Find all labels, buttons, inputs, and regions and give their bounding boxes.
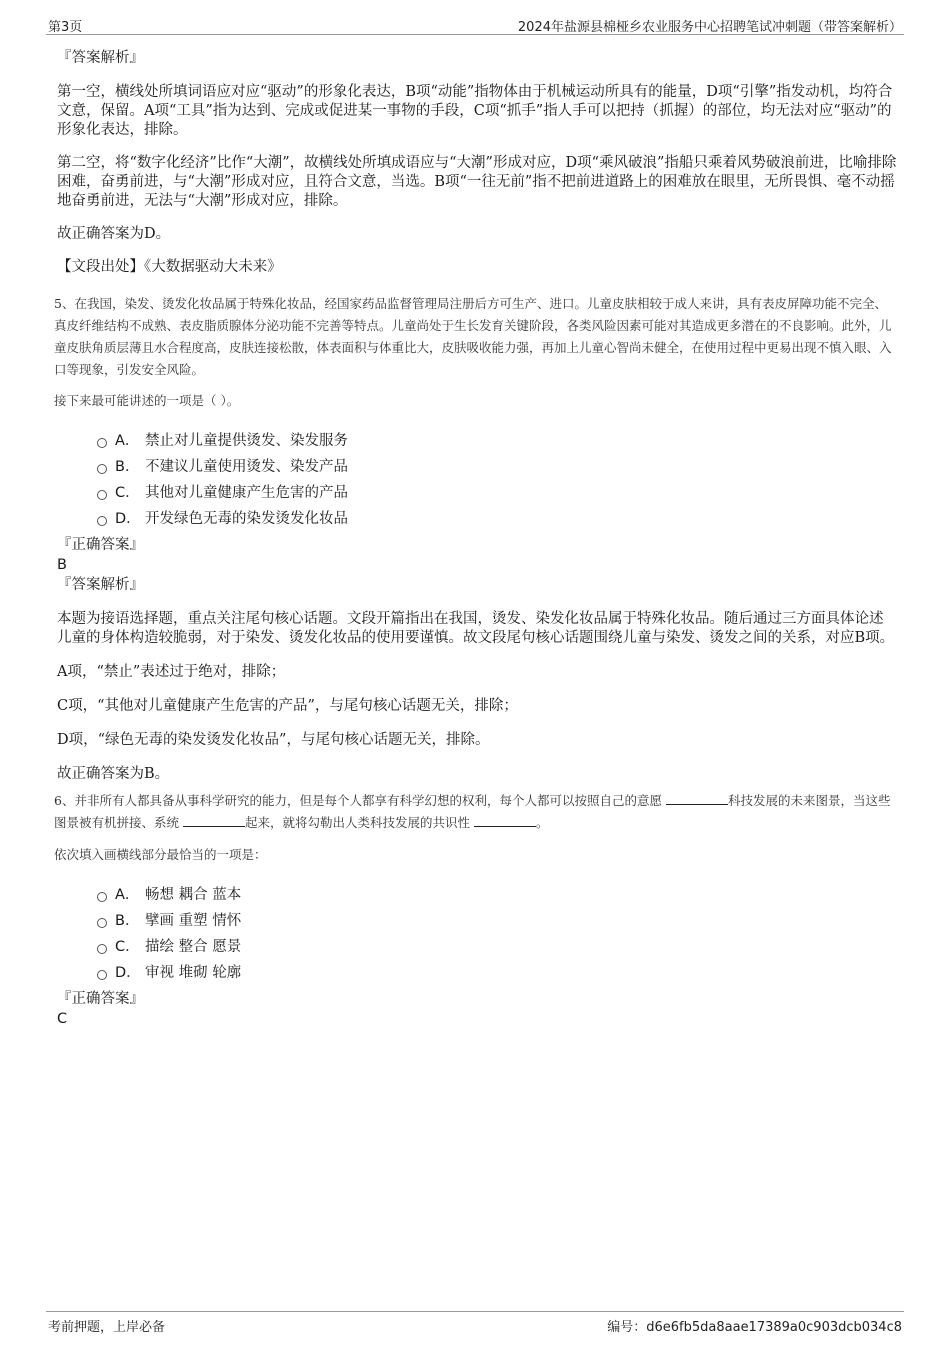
q6-option-b[interactable]: B． 擘画 重塑 情怀 bbox=[57, 908, 897, 934]
fill-blank-2 bbox=[183, 814, 245, 827]
q6-option-d[interactable]: D． 审视 堆砌 轮廓 bbox=[57, 960, 897, 986]
page-number: 第3页 bbox=[48, 20, 83, 35]
q5-option-d[interactable]: D． 开发绿色无毒的染发烫发化妆品 bbox=[57, 506, 897, 532]
radio-button-icon[interactable] bbox=[97, 490, 107, 500]
page-header bbox=[46, 14, 904, 35]
q4-explain-para1: 第一空，横线处所填词语应对应“驱动”的形象化表达，B项“动能”指物体由于机械运动所具有的能量，D项“引擎”指发动机，均符合文意，保留。A项“工具”指为达到、完成或促进某一事物的手段，C项“抓手”指人手可以把持（抓握）的部位，均无法对应“驱动”的形象化表达，排除。 bbox=[57, 84, 893, 138]
radio-button-icon[interactable] bbox=[97, 892, 107, 902]
radio-button-icon[interactable] bbox=[97, 464, 107, 474]
document-code: 编号：d6e6fb5da8aae17389a0c903dcb034c8 bbox=[607, 1320, 902, 1335]
q4-explain-title: 『答案解析』 bbox=[57, 50, 144, 66]
q6-stem: 6、并非所有人都具备从事科学研究的能力，但是每个人都享有科学幻想的权利，每个人都可以按照自己的意愿 科技发展的未来图景，当这些图景被有机拼接、系统 起来，就将勾勒出人类科技发展的共识性 。 bbox=[54, 793, 891, 830]
q6-option-c[interactable]: C． 描绘 整合 愿景 bbox=[57, 934, 897, 960]
q5-stem: 5、在我国，染发、烫发化妆品属于特殊化妆品，经国家药品监督管理局注册后方可生产、进口。儿童皮肤相较于成人来讲，具有表皮屏障功能不完全、真皮纤维结构不成熟、表皮脂质腺体分泌功能不完善等特点。儿童尚处于生长发育关键阶段，各类风险因素可能对其造成更多潜在的不良影响。此外，儿童皮肤角质层薄且水合程度高，皮肤连接松散，体表面积与体重比大，皮肤吸收能力强，再加上儿童心智尚未健全，在使用过程中更易出现不慎入眼、入口等现象，引发安全风险。 bbox=[54, 296, 892, 377]
q5-prompt: 接下来最可能讲述的一项是（ ）。 bbox=[54, 393, 240, 408]
q5-answer-title: 『正确答案』 bbox=[57, 537, 144, 553]
radio-button-icon[interactable] bbox=[97, 516, 107, 526]
q4-conclusion: 故正确答案为D。 bbox=[57, 226, 171, 242]
page-footer bbox=[46, 1311, 904, 1334]
fill-blank-3 bbox=[474, 814, 536, 827]
q5-explain-title: 『答案解析』 bbox=[57, 577, 144, 593]
q5-explain-d: D项，“绿色无毒的染发烫发化妆品”，与尾句核心话题无关，排除。 bbox=[57, 732, 490, 748]
footer-slogan: 考前押题，上岸必备 bbox=[48, 1320, 166, 1335]
q6-options bbox=[57, 882, 897, 986]
radio-button-icon[interactable] bbox=[97, 970, 107, 980]
q5-option-a[interactable]: A． 禁止对儿童提供烫发、染发服务 bbox=[57, 428, 897, 454]
page-content bbox=[54, 43, 897, 1029]
document-title: 2024年盐源县棉桠乡农业服务中心招聘笔试冲刺题（带答案解析） bbox=[517, 20, 902, 35]
q4-source: 【文段出处】《大数据驱动大未来》 bbox=[57, 259, 282, 275]
q5-answer: B bbox=[57, 557, 67, 573]
radio-button-icon[interactable] bbox=[97, 944, 107, 954]
q4-explain-para2: 第二空，将“数字化经济”比作“大潮”，故横线处所填成语应与“大潮”形成对应，D项“乘风破浪”指船只乘着风势破浪前进，比喻排除困难，奋勇前进，与“大潮”形成对应，且符合文意，当选。B项“一往无前”指不把前进道路上的困难放在眼里，无所畏惧、毫不动摇地奋勇前进，无法与“大潮”形成对应，排除。 bbox=[57, 155, 897, 209]
q6-answer: C bbox=[57, 1011, 68, 1027]
radio-button-icon[interactable] bbox=[97, 438, 107, 448]
radio-button-icon[interactable] bbox=[97, 918, 107, 928]
q5-conclusion: 故正确答案为B。 bbox=[57, 766, 170, 782]
q5-option-c[interactable]: C． 其他对儿童健康产生危害的产品 bbox=[57, 480, 897, 506]
q5-explain-a: A项，“禁止”表述过于绝对，排除； bbox=[57, 664, 286, 680]
fill-blank-1 bbox=[666, 792, 728, 805]
q5-option-b[interactable]: B． 不建议儿童使用烫发、染发产品 bbox=[57, 454, 897, 480]
q6-prompt: 依次填入画横线部分最恰当的一项是： bbox=[54, 847, 267, 862]
q5-explain-c: C项，“其他对儿童健康产生危害的产品”，与尾句核心话题无关，排除； bbox=[57, 698, 518, 714]
q5-options bbox=[57, 428, 897, 532]
q5-explain-para: 本题为接语选择题，重点关注尾句核心话题。文段开篇指出在我国，烫发、染发化妆品属于特殊化妆品。随后通过三方面具体论述儿童的身体构造较脆弱，对于染发、烫发化妆品的使用要谨慎。故文段尾句核心话题围绕儿童与染发、烫发之间的关系，对应B项。 bbox=[57, 611, 895, 646]
q6-option-a[interactable]: A． 畅想 耦合 蓝本 bbox=[57, 882, 897, 908]
q6-answer-title: 『正确答案』 bbox=[57, 991, 144, 1007]
